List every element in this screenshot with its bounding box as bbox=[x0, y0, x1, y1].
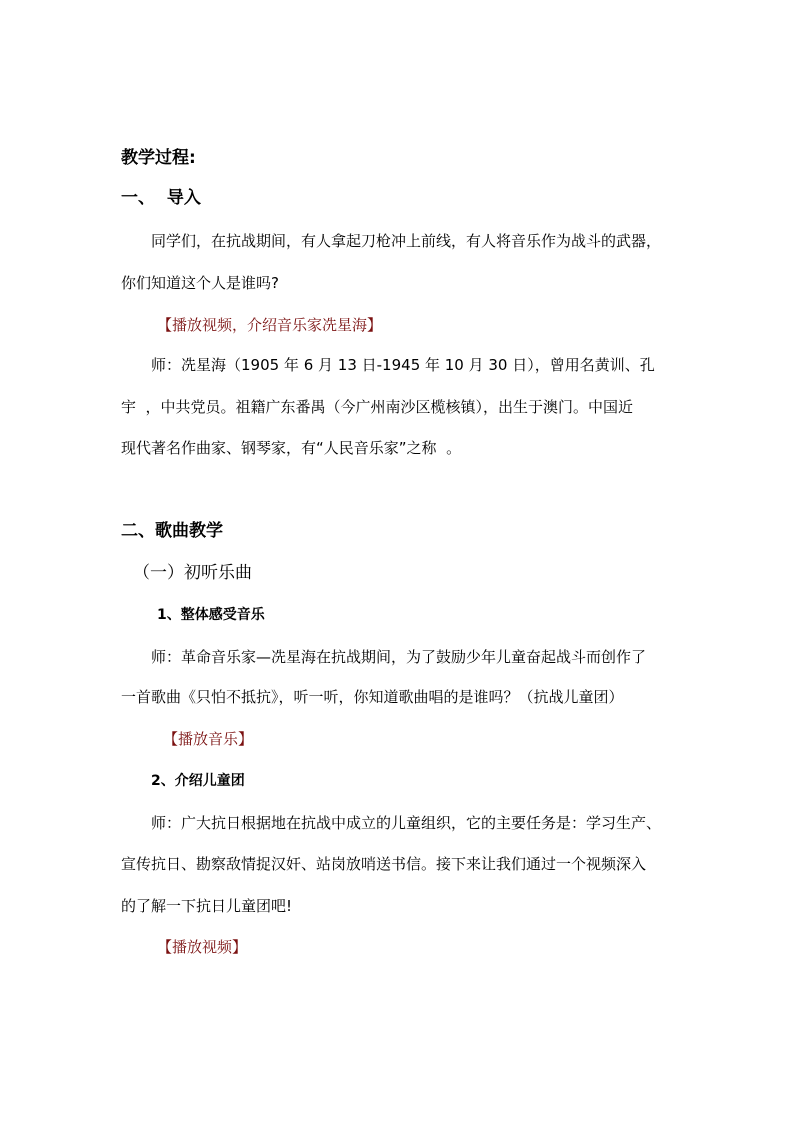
section-2-subheading-1: （一）初听乐曲 bbox=[133, 563, 252, 583]
section-2-paragraph-2-line-2: 宣传抗日、勘察敌情捉汉奸、站岗放哨送书信。接下来让我们通过一个视频深入 bbox=[121, 855, 647, 873]
section-2-paragraph-2-line-3: 的了解一下抗日儿童团吧! bbox=[121, 897, 293, 915]
process-title: 教学过程: bbox=[121, 148, 196, 168]
section-2-paragraph-2-line-1: 师：广大抗日根据地在抗战中成立的儿童组织，它的主要任务是：学习生产、 bbox=[151, 814, 662, 832]
section-1-paragraph-2-line-1: 师：冼星海（1905 年 6 月 13 日-1945 年 10 月 30 日），曾用名黄训、孔 bbox=[151, 356, 655, 374]
section-2-paragraph-1-line-2: 一首歌曲《只怕不抵抗》，听一听，你知道歌曲唱的是谁吗？（抗战儿童团） bbox=[121, 688, 624, 706]
section-2-heading: 二、歌曲教学 bbox=[121, 521, 223, 541]
section-1-paragraph-2-line-3: 现代著名作曲家、钢琴家，有“人民音乐家”之称 。 bbox=[121, 439, 462, 457]
section-2-item-1-title: 1、整体感受音乐 bbox=[157, 607, 265, 623]
section-1-paragraph-1-line-2: 你们知道这个人是谁吗? bbox=[121, 274, 279, 292]
section-1-action-note: 【播放视频，介绍音乐家冼星海】 bbox=[157, 316, 383, 334]
section-2-item-2-title: 2、介绍儿童团 bbox=[151, 773, 245, 789]
section-2-action-note-2: 【播放视频】 bbox=[157, 938, 248, 956]
section-1-heading: 一、 导入 bbox=[121, 188, 201, 208]
section-2-action-note-1: 【播放音乐】 bbox=[163, 730, 254, 748]
section-1-paragraph-1-line-1: 同学们，在抗战期间，有人拿起刀枪冲上前线，有人将音乐作为战斗的武器， bbox=[151, 232, 662, 250]
section-2-paragraph-1-line-1: 师：革命音乐家—冼星海在抗战期间，为了鼓励少年儿童奋起战斗而创作了 bbox=[151, 648, 647, 666]
section-1-paragraph-2-line-2: 宇 ，中共党员。祖籍广东番禺（今广州南沙区榄核镇），出生于澳门。中国近 bbox=[121, 398, 634, 416]
